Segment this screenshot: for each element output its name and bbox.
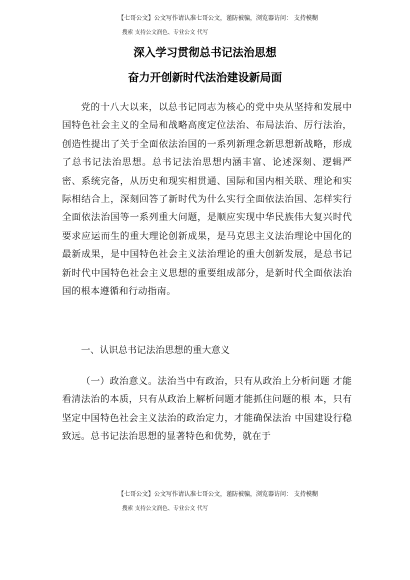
footer-notice: 【七哥公文】公文写作请认准七哥公文，谨防被骗，浏览器访问： 支持模糊 <box>118 491 318 498</box>
section-heading: 一、认识总书记法治思想的重大意义 <box>81 345 230 356</box>
header-notice: 【七哥公文】公文写作请认准七哥公文，谨防被骗，浏览器访问： 支持模糊 <box>118 15 318 22</box>
document-title: 深入学习贯彻总书记法治思想 <box>133 46 277 59</box>
header-subnotice: 搜索 支持公文润色、专业公文 代写 <box>122 30 208 36</box>
footer-subnotice: 搜索 支持公文润色、专业公文 代写 <box>122 506 208 512</box>
document-subtitle: 奋力开创新时代法治建设新局面 <box>128 71 282 84</box>
body-paragraph-intro: 党的十八大以来，以总书记同志为核心的党中央从坚持和发展中国特色社会主义的全局和战略高度定位法治、布局法治、厉行法治，创造性提出了关于全面依法治国的一系列新理念新思想新战略，形成了总书记法治思想。总书记法治思想内涵丰富、论述深刻、逻辑严密、系统完备，从历史和现实相贯通、国际和国内相关联、理论和实际相结合上，深刻回答了新时代为什么实行全面依法治国、怎样实行全面依法治国等一系列重大问题，是顺应实现中华民族伟大复兴时代要求应运而生的重大理论创新成果，是马克思主义法治理论中国化的最新成果，是中国特色社会主义法治理论的重大创新发展，是总书记新时代中国特色社会主义思想的重要组成部分，是新时代全面依法治国的根本遵循和行动指南。 <box>62 102 352 298</box>
body-paragraph-political: （一）政治意义。法治当中有政治，只有从政治上分析问题 才能看清法治的本质，只有从政治上解析问题才能抓住问题的根 本，只有坚定中国特色社会主义法治的政治定力，才能确保法治 中国建设行稳致远。总书记法治思想的显著特色和优势，就在于 <box>62 376 352 443</box>
